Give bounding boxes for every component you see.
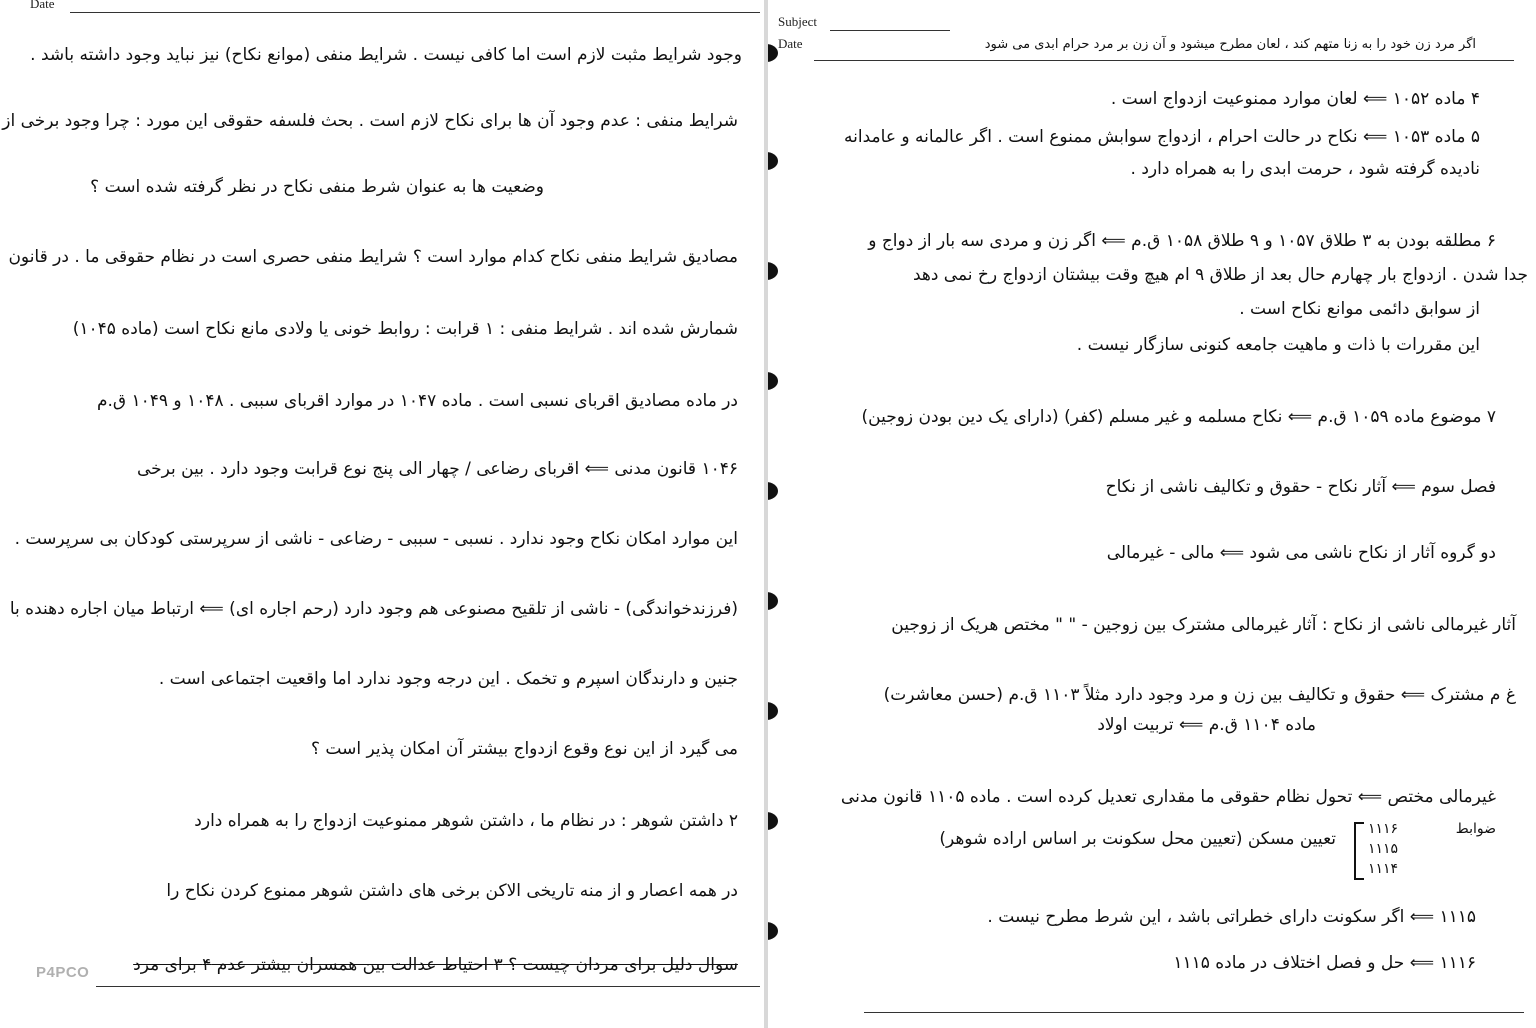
text-line: جنین و دارندگان اسپرم و تخمک . این درجه وجود ندارد اما واقعیت اجتماعی است . <box>158 669 738 689</box>
article-number: ۱۱۱۴ <box>1368 861 1399 877</box>
header-rule <box>70 12 760 13</box>
text-line: دو گروه آثار از نکاح ناشی می شود ⟸ مالی - غیرمالی <box>1106 543 1496 563</box>
bracket <box>1354 822 1364 880</box>
text-line: ۶ مطلقه بودن به ۳ طلاق ۱۰۵۷ و ۹ طلاق ۱۰۵۸ ق.م ⟸ اگر زن و مردی سه بار از دواج و <box>868 231 1496 251</box>
text-line: ۷ موضوع ماده ۱۰۵۹ ق.م ⟸ نکاح مسلمه و غیر مسلم (کفر) (دارای یک دین بودن زوجین) <box>861 407 1496 427</box>
date-label: Date <box>30 0 55 11</box>
text-line: جدا شدن . ازدواج بار چهارم حال بعد از طلاق ۹ ام هیچ وقت بیشتان ازدواج رخ نمی دهد <box>912 265 1528 285</box>
text-line: این مقررات با ذات و ماهیت جامعه کنونی سازگار نیست . <box>1076 335 1480 355</box>
text-line: ۱۱۱۵ ⟸ اگر سکونت دارای خطراتی باشد ، این شرط مطرح نیست . <box>987 907 1476 927</box>
text-line: فصل سوم ⟸ آثار نکاح - حقوق و تکالیف ناشی از نکاح <box>1105 477 1496 497</box>
article-number: ۱۱۱۶ <box>1368 821 1399 837</box>
binder-hole <box>768 922 778 940</box>
text-line: می گیرد از این نوع وقوع ازدواج بیشتر آن امکان پذیر است ؟ <box>310 739 738 759</box>
text-line: ۵ ماده ۱۰۵۳ ⟸ نکاح در حالت احرام ، ازدواج سوابش ممنوع است . اگر عالمانه و عامدانه <box>844 127 1480 147</box>
binder-hole <box>768 372 778 390</box>
publisher-logo: P4PCO <box>36 964 90 981</box>
text-line: غیرمالی مختص ⟸ تحول نظام حقوقی ما مقداری تعدیل کرده است . ماده ۱۱۰۵ قانون مدنی <box>840 787 1496 807</box>
binder-hole <box>768 812 778 830</box>
date-label: Date <box>778 36 803 51</box>
footer-rule <box>864 1012 1524 1013</box>
top-note: اگر مرد زن خود را به زنا متهم کند ، لعان مطرح میشود و آن زن بر مرد حرام ابدی می شود <box>984 37 1476 52</box>
text-line: سوال دلیل برای مردان چیست ؟ ۳ احتیاط عدالت بین همسران بیشتر عدم ۴ برای مرد <box>133 955 738 975</box>
text-line: وجود شرایط مثبت لازم است اما کافی نیست . شرایط منفی (موانع نکاح) نیز نباید وجود داشته باشد . <box>30 45 742 65</box>
subject-rule <box>830 30 950 31</box>
text-line: ۱۰۴۶ قانون مدنی ⟸ اقربای رضاعی / چهار الی پنج نوع قرابت وجود دارد . بین برخی <box>136 459 738 479</box>
binder-hole <box>768 702 778 720</box>
text-line: غ م مشترک ⟸ حقوق و تکالیف بین زن و مرد وجود دارد مثلاً ۱۱۰۳ ق.م (حسن معاشرت) <box>883 685 1516 705</box>
footer-rule <box>96 986 760 987</box>
text-line: ۱۱۱۶ ⟸ حل و فصل اختلاف در ماده ۱۱۱۵ <box>1173 953 1476 973</box>
text-line: نادیده گرفته شود ، حرمت ابدی را به همراه دارد . <box>1130 159 1480 179</box>
text-line: از سوابق دائمی موانع نکاح است . <box>1239 299 1480 319</box>
notebook-page-left <box>0 0 764 1028</box>
text-line: ۴ ماده ۱۰۵۲ ⟸ لعان موارد ممنوعیت ازدواج است . <box>1110 89 1480 109</box>
criteria-label: ضوابط <box>1455 821 1496 837</box>
text-line: مصادیق شرایط منفی نکاح کدام موارد است ؟ شرایط منفی حصری است در نظام حقوقی ما . در قانون <box>8 247 738 267</box>
text-line: ماده ۱۱۰۴ ق.م ⟸ تربیت اولاد <box>1097 715 1316 735</box>
article-number: ۱۱۱۵ <box>1368 841 1399 857</box>
binder-hole <box>768 482 778 500</box>
text-line: شمارش شده اند . شرایط منفی : ۱ قرابت : روابط خونی یا ولادی مانع نکاح است (ماده ۱۰۴۵) <box>72 319 738 339</box>
text-line: (فرزندخواندگی) - ناشی از تلقیح مصنوعی هم وجود دارد (رحم اجاره ای) ⟸ ارتباط میان اجاره دهنده با <box>9 599 738 619</box>
text-line: وضعیت ها به عنوان شرط منفی نکاح در نظر گرفته شده است ؟ <box>90 177 544 197</box>
text-line: در همه اعصار و از منه تاریخی الاکن برخی های داشتن شوهر ممنوع کردن نکاح را <box>166 881 738 901</box>
header-rule <box>814 60 1514 61</box>
subject-label: Subject <box>778 14 817 29</box>
binder-hole <box>768 592 778 610</box>
text-line: آثار غیرمالی ناشی از نکاح : آثار غیرمالی مشترک بین زوجین - " " مختص هریک از زوجین <box>891 615 1516 635</box>
text-line: در ماده مصادیق اقربای نسبی است . ماده ۱۰۴۷ در موارد اقربای سببی . ۱۰۴۸ و ۱۰۴۹ ق.م <box>96 391 738 411</box>
binder-hole <box>768 152 778 170</box>
text-line: شرایط منفی : عدم وجود آن ها برای نکاح لازم است . بحث فلسفه حقوقی این مورد : چرا وجود برخی از <box>2 111 738 131</box>
text-line: تعیین مسکن (تعیین محل سکونت بر اساس اراده شوهر) <box>939 829 1336 849</box>
text-line: ۲ داشتن شوهر : در نظام ما ، داشتن شوهر ممنوعیت ازدواج را به همراه دارد <box>194 811 738 831</box>
binder-hole <box>768 262 778 280</box>
text-line: این موارد امکان نکاح وجود ندارد . نسبی - سببی - رضاعی - ناشی از سرپرستی کودکان بی سرپرست . <box>14 529 738 549</box>
notebook-page-right <box>768 0 1536 1028</box>
binder-hole <box>768 44 778 62</box>
